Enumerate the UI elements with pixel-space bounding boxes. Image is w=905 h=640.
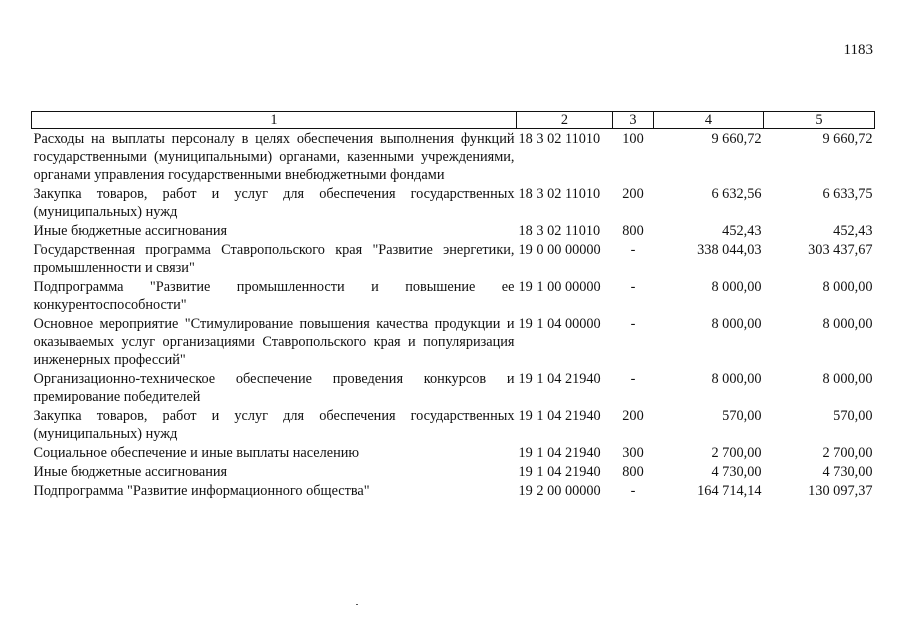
table-row [32,278,875,315]
table-row [32,407,875,444]
row-type: - [630,279,636,295]
row-value-5: 8 000,00 [822,316,873,332]
row-value-5: 6 633,75 [822,186,873,202]
row-name: Иные бюджетные ассигнования [33,464,228,480]
row-value-5: 4 730,00 [822,464,873,480]
table-row [32,315,875,370]
row-code: 19 1 00 00000 [518,279,601,295]
row-type: 100 [622,131,644,147]
row-type: - [630,242,636,258]
row-value-5: 9 660,72 [822,131,873,147]
row-value-4: 4 730,00 [711,464,762,480]
row-value-4: 8 000,00 [711,316,762,332]
budget-table [31,111,875,501]
table-row [32,463,875,482]
table-row [32,482,875,501]
row-name: Иные бюджетные ассигнования [33,223,228,239]
column-header-5: 5 [764,112,875,129]
row-value-4: 338 044,03 [697,242,762,258]
table-body [32,129,875,502]
table-row [32,444,875,463]
row-type: 800 [622,223,644,239]
row-value-4: 6 632,56 [711,186,762,202]
table-header [32,112,875,129]
row-value-4: 8 000,00 [711,279,762,295]
row-name: Подпрограмма "Развитие информационного общества" [33,483,370,499]
column-header-3: 3 [613,112,654,129]
row-value-4: 2 700,00 [711,445,762,461]
row-value-4: 164 714,14 [697,483,762,499]
row-code: 19 1 04 00000 [518,316,601,332]
row-value-4: 452,43 [722,223,762,239]
row-code: 19 1 04 21940 [518,408,601,424]
table-row [32,241,875,278]
column-header-2: 2 [517,112,613,129]
row-value-5: 2 700,00 [822,445,873,461]
header-row [32,112,875,129]
column-header-4: 4 [654,112,764,129]
row-name: Закупка товаров, работ и услуг для обеспечения государственных (муниципальных) нужд [33,408,515,442]
row-value-4: 8 000,00 [711,371,762,387]
row-value-4: 9 660,72 [711,131,762,147]
row-type: 800 [622,464,644,480]
row-value-5: 130 097,37 [808,483,873,499]
table-row [32,222,875,241]
row-type: 200 [622,408,644,424]
row-value-5: 8 000,00 [822,279,873,295]
row-name: Закупка товаров, работ и услуг для обеспечения государственных (муниципальных) нужд [33,186,515,220]
row-code: 19 0 00 00000 [518,242,601,258]
row-code: 18 3 02 11010 [518,223,601,239]
row-value-5: 452,43 [833,223,873,239]
row-name: Расходы на выплаты персоналу в целях обеспечения выполнения функций государственными (муниципальными) органами, казенными учреждениями, органами управления государственными внебюджетными фондами [33,131,515,183]
row-type: - [630,483,636,499]
row-type: - [630,316,636,332]
row-code: 19 1 04 21940 [518,371,601,387]
page-number: 1183 [843,42,873,58]
row-name: Государственная программа Ставропольского края "Развитие энергетики, промышленности и связи" [33,242,515,276]
row-name: Организационно-техническое обеспечение проведения конкурсов и премирование победителей [33,371,515,405]
row-type: 200 [622,186,644,202]
row-code: 19 2 00 00000 [518,483,601,499]
row-code: 19 1 04 21940 [518,464,601,480]
row-type: - [630,371,636,387]
table-row [32,370,875,407]
row-name: Подпрограмма "Развитие промышленности и повышение ее конкурентоспособности" [33,279,515,313]
scan-speck [356,604,358,605]
row-value-4: 570,00 [722,408,762,424]
row-value-5: 8 000,00 [822,371,873,387]
row-code: 19 1 04 21940 [518,445,601,461]
table-row [32,129,875,186]
table-row [32,185,875,222]
column-header-1: 1 [32,112,517,129]
row-code: 18 3 02 11010 [518,186,601,202]
row-name: Основное мероприятие "Стимулирование повышения качества продукции и оказываемых услуг организациями Ставропольского края и популяризация инженерных профессий" [33,316,515,368]
row-value-5: 570,00 [833,408,873,424]
row-code: 18 3 02 11010 [518,131,601,147]
row-value-5: 303 437,67 [808,242,873,258]
row-name: Социальное обеспечение и иные выплаты населению [33,445,360,461]
row-type: 300 [622,445,644,461]
